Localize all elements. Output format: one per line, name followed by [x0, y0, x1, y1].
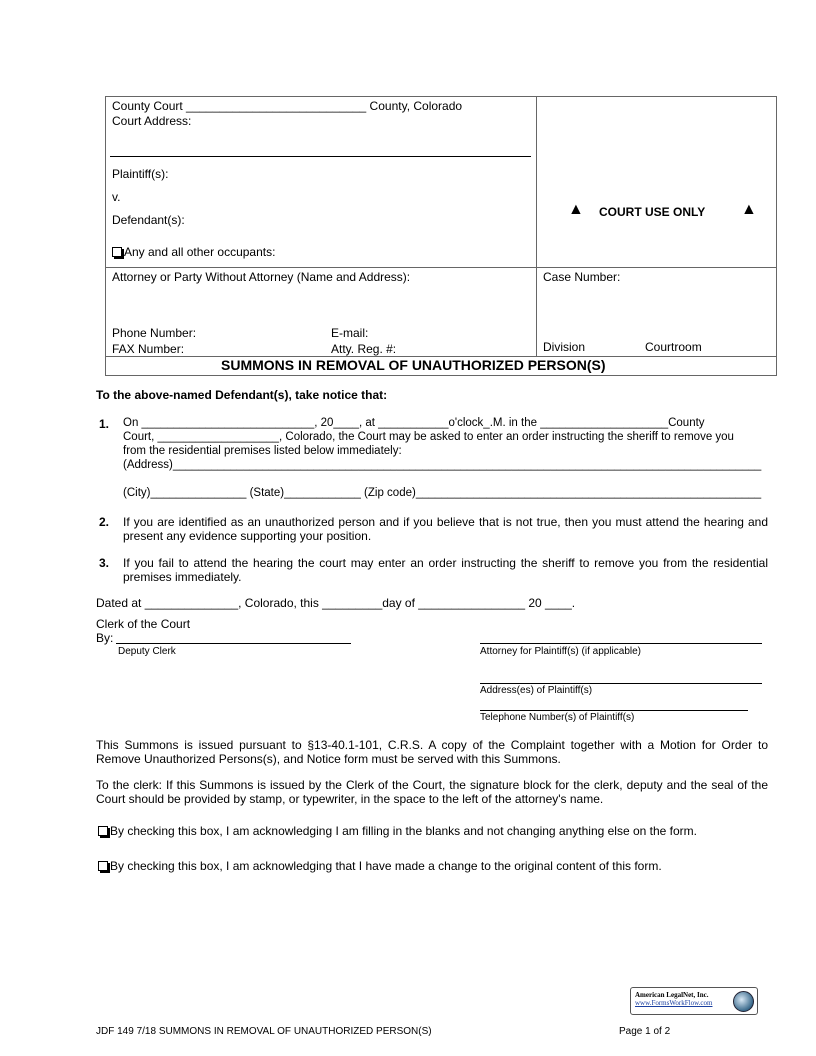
fax-label: FAX Number: [112, 342, 185, 356]
address-plaintiff-line [480, 683, 762, 684]
clerk-label: Clerk of the Court [96, 617, 191, 631]
caption-box [105, 96, 777, 376]
issued-paragraph: This Summons is issued pursuant to §13-40.1-101, C.R.S. A copy of the Complaint together with a Motion for Order to Remove Unauthorized Persons(s), and Notice form must be served with this Summons. [96, 738, 768, 766]
court-use-arrow-left: ▲ [568, 201, 584, 218]
defendants-label: Defendant(s): [112, 213, 185, 227]
clerk-paragraph: To the clerk: If this Summons is issued by the Clerk of the Court, the signature block for the clerk, deputy and the seal of the Court should be provided by stamp, or typewriter, in the space to the left of the attorney's name. [96, 778, 768, 806]
occupants-label: Any and all other occupants: [124, 245, 276, 259]
checkbox2[interactable] [98, 861, 108, 871]
item1-number: 1. [99, 417, 110, 431]
division-label: Division [543, 340, 586, 354]
plaintiffs-label: Plaintiff(s): [112, 167, 169, 181]
deputy-clerk-label: Deputy Clerk [118, 646, 176, 657]
item1-address: (Address)____________________________________________________________________________________________ [123, 459, 762, 471]
checkbox2-row[interactable] [98, 859, 662, 873]
footer-form-id: JDF 149 7/18 SUMMONS IN REMOVAL OF UNAUTHORIZED PERSON(S) [96, 1026, 432, 1037]
case-number-label: Case Number: [543, 270, 621, 284]
attorney-plaintiff-label: Attorney for Plaintiff(s) (if applicable) [480, 646, 641, 657]
dated-line: Dated at ______________, Colorado, this _________day of ________________ 20 ____. [96, 596, 576, 610]
email-label: E-mail: [331, 326, 369, 340]
address-plaintiff-label: Address(es) of Plaintiff(s) [480, 685, 593, 696]
item1-line1: On ___________________________, 20____, at ___________o'clock_.M. in the ____________________County [123, 417, 705, 429]
court-use-arrow-right: ▲ [741, 201, 757, 218]
clerk-signature-line [116, 643, 351, 644]
occupants-checkbox-row[interactable] [112, 245, 275, 259]
notice-heading: To the above-named Defendant(s), take notice that: [96, 388, 388, 402]
footer-page-number: Page 1 of 2 [619, 1026, 671, 1037]
checkbox1[interactable] [98, 826, 108, 836]
checkbox1-label: By checking this box, I am acknowledging I am filling in the blanks and not changing anything else on the form. [110, 824, 698, 838]
occupants-checkbox[interactable] [112, 247, 122, 257]
logo-name: American LegalNet, Inc. [635, 991, 709, 999]
logo-url[interactable]: www.FormsWorkFlow.com [635, 999, 713, 1007]
document-title: SUMMONS IN REMOVAL OF UNAUTHORIZED PERSON(S) [221, 357, 606, 373]
court-address-label: Court Address: [112, 114, 192, 128]
telephone-plaintiff-label: Telephone Number(s) of Plaintiff(s) [480, 712, 635, 723]
county-court-line: County Court ___________________________ County, Colorado [112, 99, 463, 113]
versus-label: v. [112, 190, 121, 204]
courtroom-label: Courtroom [645, 340, 702, 354]
checkbox1-row[interactable] [98, 824, 697, 838]
court-use-only-label: COURT USE ONLY [599, 205, 706, 219]
caption-divider-horizontal [105, 267, 777, 268]
checkbox2-label: By checking this box, I am acknowledging that I have made a change to the original content of this form. [110, 859, 662, 873]
attorney-signature-line [480, 643, 762, 644]
atty-reg-label: Atty. Reg. #: [331, 342, 397, 356]
caption-divider-vertical [536, 96, 537, 356]
by-label: By: [96, 631, 114, 645]
telephone-plaintiff-line [480, 710, 748, 711]
attorney-label: Attorney or Party Without Attorney (Name and Address): [112, 270, 411, 284]
item1-line2: Court, ___________________, Colorado, the Court may be asked to enter an order instructing the sheriff to remove you [123, 431, 734, 443]
globe-icon [733, 991, 754, 1012]
item2-number: 2. [99, 515, 110, 529]
american-legalnet-logo[interactable] [630, 987, 758, 1015]
item1-city-state-zip: (City)_______________ (State)____________ (Zip code)______________________________________________________ [123, 487, 762, 499]
item2-text: If you are identified as an unauthorized person and if you believe that is not true, then you must attend the hearing and present any evidence supporting your position. [123, 515, 768, 543]
item3-number: 3. [99, 556, 110, 570]
item3-text: If you fail to attend the hearing the court may enter an order instructing the sheriff to remove you from the residential premises immediately. [123, 556, 768, 584]
item1-line3: from the residential premises listed below immediately: [123, 445, 402, 457]
phone-label: Phone Number: [112, 326, 197, 340]
court-address-line [110, 156, 531, 157]
